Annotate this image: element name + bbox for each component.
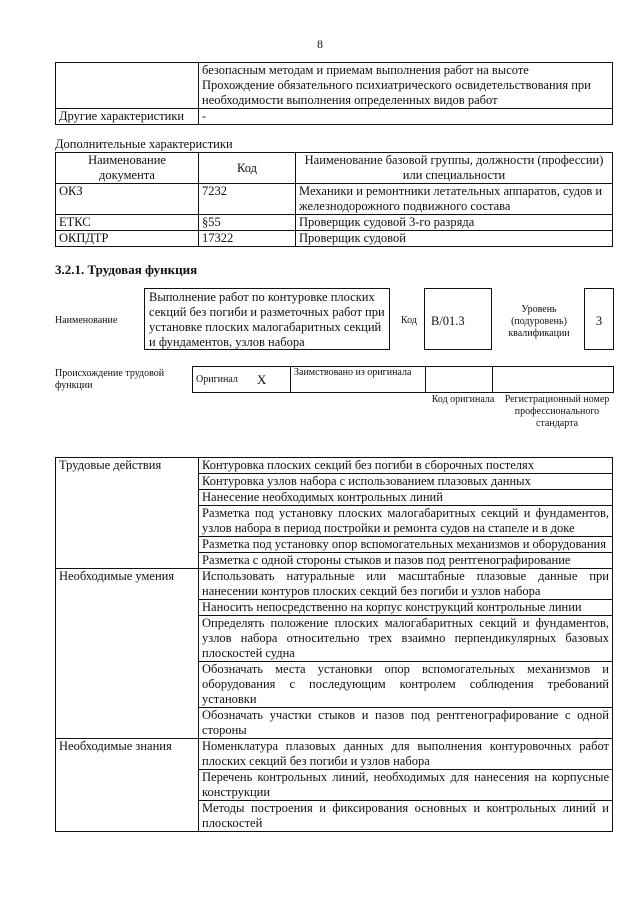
list-item: Определять положение плоских малогабаритных секций и фундаментов, узлов набора относительно трех взаимно перпендикулярных базовых плоскостей судна [199, 616, 613, 662]
list-item: Разметка с одной стороны стыков и пазов под рентгенографирование [199, 553, 613, 569]
original-label: Оригинал [193, 367, 255, 393]
code-label: Код [401, 315, 417, 326]
borrowed-label: Заимствовано из оригинала [291, 367, 426, 393]
original-mark: X [254, 367, 291, 393]
function-title: 3.2.1. Трудовая функция [55, 262, 198, 277]
function-table [55, 457, 613, 832]
section-label: Трудовые действия [56, 458, 199, 569]
table-row [193, 367, 614, 393]
code-value: B/01.3 [431, 314, 465, 328]
header-code: Код [199, 153, 296, 184]
list-item: Наносить непосредственно на корпус конструкций контрольные линии [199, 600, 613, 616]
list-item: Нанесение необходимых контрольных линий [199, 490, 613, 506]
additional-table [55, 152, 613, 247]
code-original-label: Код оригинала [431, 394, 495, 405]
table-cell-text [199, 63, 613, 109]
cell-name: Проверщик судовой [296, 231, 613, 247]
function-name-value: Выполнение работ по контуровке плоских секций без погиби и разметочных работ при установке плоских малогабаритных секций и фундаментов, узлов набора [149, 290, 385, 349]
reg-number-label: Регистрационный номер профессионального стандарта [504, 394, 610, 429]
list-item: Номенклатура плазовых данных для выполнения контуровочных работ плоских секций без погиби и узлов набора [199, 739, 613, 770]
reg-number-cell [493, 367, 614, 393]
text-line: безопасным методам и приемам выполнения работ на высоте [202, 63, 529, 77]
section-label: Необходимые знания [56, 739, 199, 832]
table-row [56, 184, 613, 215]
table-row [56, 63, 613, 109]
table-row [56, 739, 613, 770]
level-box [584, 288, 614, 350]
cell-doc: ЕТКС [56, 215, 199, 231]
additional-heading: Дополнительные характеристики [55, 137, 233, 151]
text-line: Прохождение обязательного психиатрического освидетельствования при необходимости выполнения определенных видов работ [202, 78, 591, 107]
list-item: Разметка под установку опор вспомогательных механизмов и оборудования [199, 537, 613, 553]
table-row [56, 569, 613, 600]
table-row [56, 109, 613, 125]
header-name: Наименование базовой группы, должности (профессии) или специальности [296, 153, 613, 184]
cell-doc: ОКПДТР [56, 231, 199, 247]
level-label: Уровень (подуровень) квалификации [508, 304, 570, 339]
table-header-row [56, 153, 613, 184]
cell-name: Механики и ремонтники летательных аппаратов, судов и железнодорожного подвижного состава [296, 184, 613, 215]
cell-code: §55 [199, 215, 296, 231]
list-item: Обозначать участки стыков и пазов под рентгенографирование с одной стороны [199, 708, 613, 739]
cell-doc: ОКЗ [56, 184, 199, 215]
origin-label: Происхождение трудовой функции [55, 368, 165, 391]
function-name-box [144, 288, 390, 350]
table-cell-label [56, 63, 199, 109]
origin-table [192, 366, 614, 393]
table-row [56, 231, 613, 247]
table-cell-text: - [199, 109, 613, 125]
list-item: Контуровка узлов набора с использованием плазовых данных [199, 474, 613, 490]
table-cell-label: Другие характеристики [56, 109, 199, 125]
code-original-cell [426, 367, 493, 393]
cell-code: 7232 [199, 184, 296, 215]
code-box [424, 288, 492, 350]
cell-name: Проверщик судовой 3-го разряда [296, 215, 613, 231]
section-label: Необходимые умения [56, 569, 199, 739]
header-doc: Наименование документа [56, 153, 199, 184]
list-item: Обозначать места установки опор вспомогательных механизмов и оборудования с последующим контролем соблюдения требований установки [199, 662, 613, 708]
list-item: Методы построения и фиксирования основных и контрольных линий и плоскостей [199, 801, 613, 832]
page-number: 8 [317, 37, 323, 51]
table-row [56, 215, 613, 231]
top-table [55, 62, 613, 125]
cell-code: 17322 [199, 231, 296, 247]
list-item: Использовать натуральные или масштабные плазовые данные при нанесении контуров плоских секций без погиби и узлов набора [199, 569, 613, 600]
table-row [56, 458, 613, 474]
name-label: Наименование [55, 315, 118, 326]
list-item: Разметка под установку плоских малогабаритных секций и фундаментов, узлов набора в период постройки и ремонта судов на стапеле и в доке [199, 506, 613, 537]
list-item: Контуровка плоских секций без погиби в сборочных постелях [199, 458, 613, 474]
list-item: Перечень контрольных линий, необходимых для нанесения на корпусные конструкции [199, 770, 613, 801]
level-value: 3 [595, 314, 603, 328]
